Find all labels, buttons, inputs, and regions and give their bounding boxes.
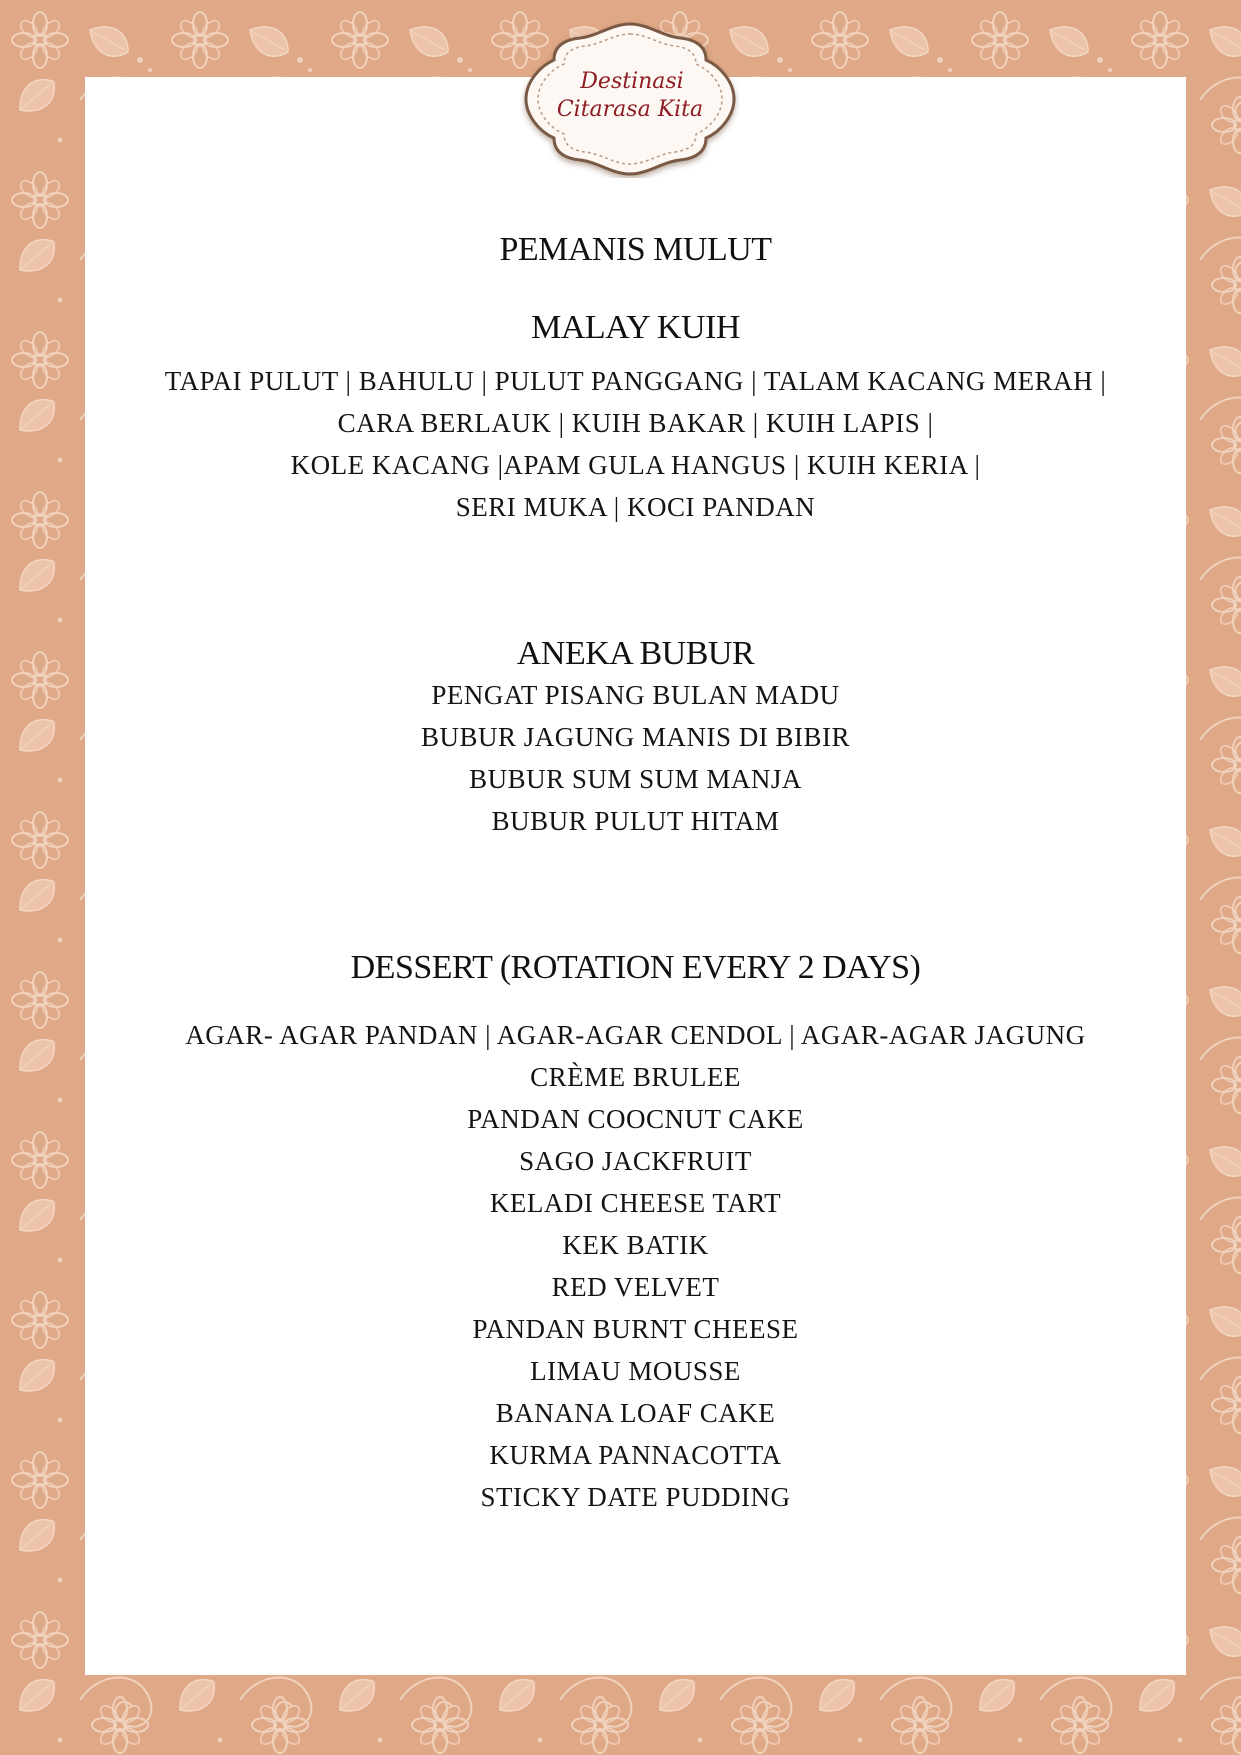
- list-item: PENGAT PISANG BULAN MADU: [431, 680, 840, 710]
- list-item: BUBUR PULUT HITAM: [491, 806, 780, 836]
- list-item: KELADI CHEESE TART: [489, 1188, 782, 1218]
- page-title: PEMANIS MULUT: [499, 231, 772, 268]
- logo-line1: Destinasi: [580, 69, 684, 94]
- list-item: PANDAN BURNT CHEESE: [472, 1314, 799, 1344]
- section-title-malay-kuih: MALAY KUIH: [531, 309, 740, 346]
- logo-line2: Citarasa Kita: [556, 97, 704, 122]
- list-item: TAPAI PULUT | BAHULU | PULUT PANGGANG | TALAM KACANG MERAH |: [164, 366, 1107, 396]
- list-item: BANANA LOAF CAKE: [495, 1398, 776, 1428]
- list-item: SAGO JACKFRUIT: [519, 1146, 752, 1176]
- list-item: CRÈME BRULEE: [530, 1062, 741, 1092]
- list-item: BUBUR JAGUNG MANIS DI BIBIR: [420, 722, 851, 752]
- section-title-aneka-bubur: ANEKA BUBUR: [516, 635, 755, 672]
- list-item: CARA BERLAUK | KUIH BAKAR | KUIH LAPIS |: [337, 408, 934, 438]
- list-item: KURMA PANNACOTTA: [489, 1440, 782, 1470]
- list-item: STICKY DATE PUDDING: [480, 1482, 791, 1512]
- aneka-bubur-list: [85, 674, 1186, 842]
- list-item: LIMAU MOUSSE: [530, 1356, 741, 1386]
- list-item: AGAR- AGAR PANDAN | AGAR-AGAR CENDOL | AGAR-AGAR JAGUNG: [185, 1020, 1086, 1050]
- list-item: KEK BATIK: [562, 1230, 709, 1260]
- list-item: RED VELVET: [551, 1272, 720, 1302]
- section-title-dessert: DESSERT (ROTATION EVERY 2 DAYS): [350, 949, 921, 986]
- dessert-list: [85, 1014, 1186, 1518]
- list-item: BUBUR SUM SUM MANJA: [469, 764, 802, 794]
- brand-logo: [520, 20, 740, 178]
- list-item: KOLE KACANG |APAM GULA HANGUS | KUIH KERIA |: [290, 450, 981, 480]
- list-item: SERI MUKA | KOCI PANDAN: [455, 492, 816, 522]
- list-item: PANDAN COOCNUT CAKE: [467, 1104, 804, 1134]
- malay-kuih-list: [85, 360, 1186, 528]
